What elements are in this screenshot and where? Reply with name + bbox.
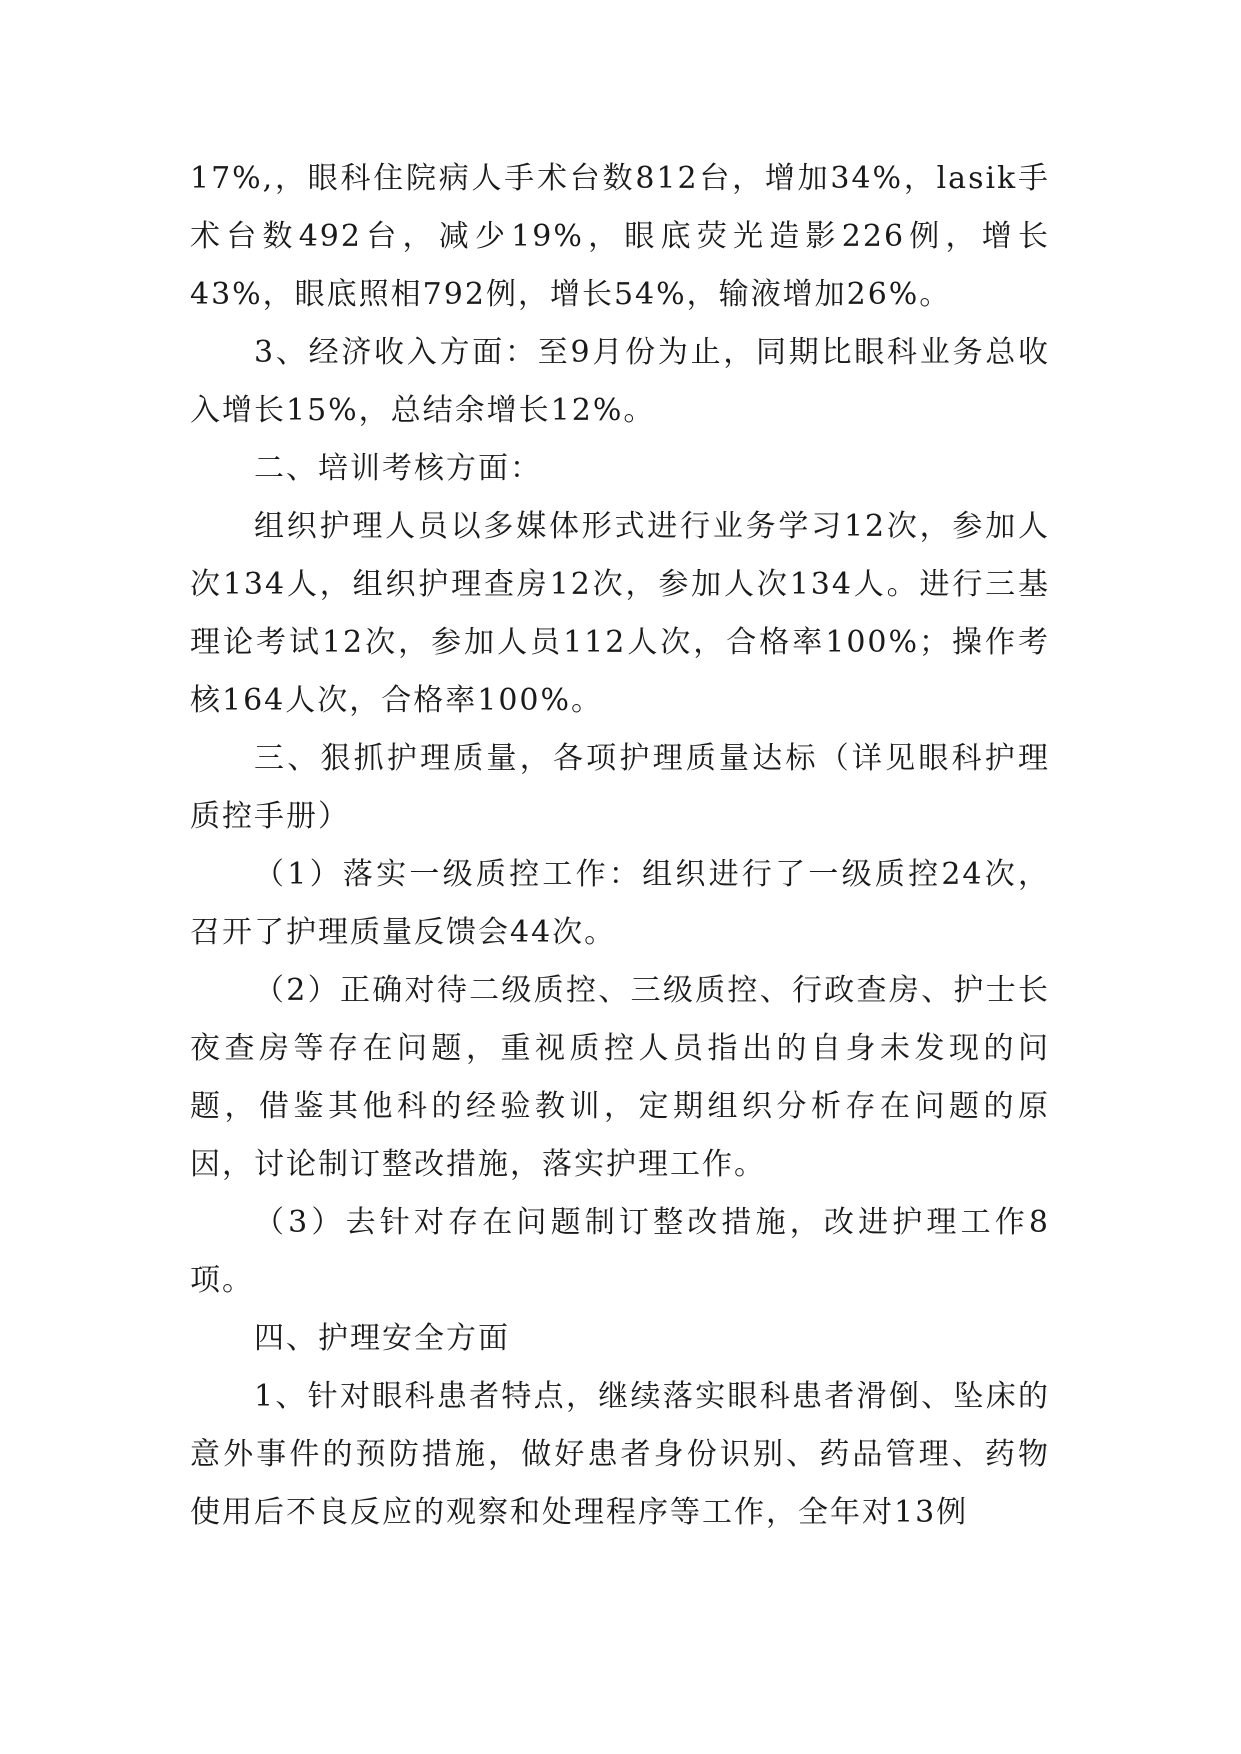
paragraph-continuation: 17%,，眼科住院病人手术台数812台，增加34%，lasik手术台数492台，减少19%，眼底荧光造影226例，增长43%，眼底照相792例，增长54%，输液增加26%。 [190,161,1050,312]
paragraph-economic-income: 3、经济收入方面：至9月份为止，同期比眼科业务总收入增长15%，总结余增长12%。 [190,335,1050,428]
section-heading-training: 二、培训考核方面： [254,451,542,486]
paragraph-training: 组织护理人员以多媒体形式进行业务学习12次，参加人次134人，组织护理查房12次，参加人次134人。进行三基理论考试12次，参加人员112人次，合格率100%；操作考核164人次，合格率100%。 [190,509,1050,718]
paragraph-quality-1: （1）落实一级质控工作：组织进行了一级质控24次，召开了护理质量反馈会44次。 [190,857,1050,950]
paragraph-safety-1: 1、针对眼科患者特点，继续落实眼科患者滑倒、坠床的意外事件的预防措施，做好患者身份识别、药品管理、药物使用后不良反应的观察和处理程序等工作，全年对13例 [190,1379,1050,1530]
document-body [190,150,1050,1542]
paragraph-quality-2: （2）正确对待二级质控、三级质控、行政查房、护士长夜查房等存在问题，重视质控人员指出的自身未发现的问题，借鉴其他科的经验教训，定期组织分析存在问题的原因，讨论制订整改措施，落实护理工作。 [190,973,1050,1182]
section-heading-quality: 三、狠抓护理质量，各项护理质量达标（详见眼科护理质控手册） [190,741,1050,834]
paragraph-quality-3: （3）去针对存在问题制订整改措施，改进护理工作8项。 [190,1205,1050,1298]
section-heading-safety: 四、护理安全方面 [254,1321,510,1356]
